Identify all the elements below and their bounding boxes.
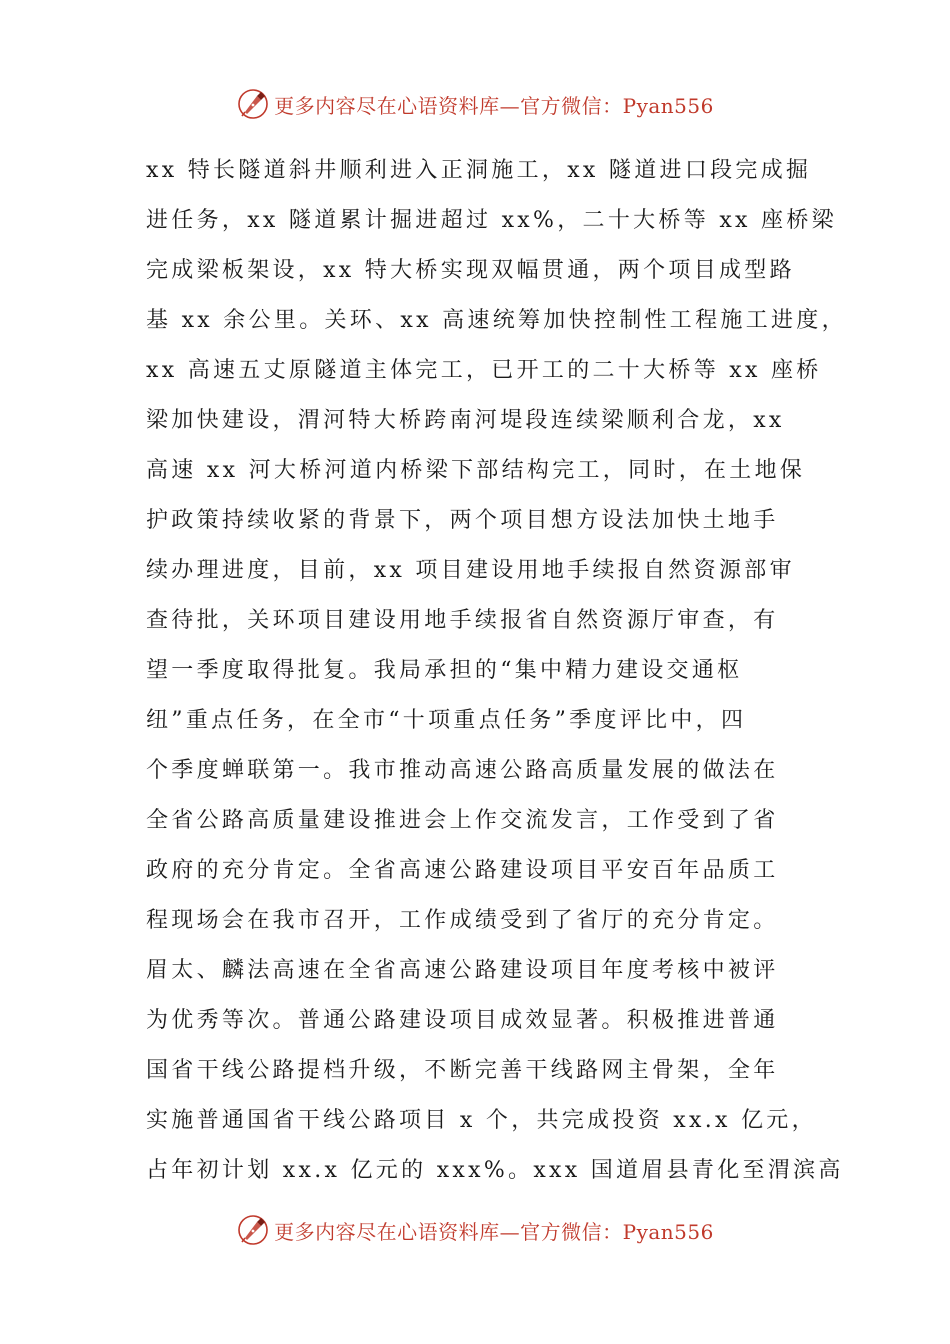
body-line: 进任务，xx 隧道累计掘进超过 xx%，二十大桥等 xx 座桥梁 [146,208,837,233]
body-line: xx 高速五丈原隧道主体完工，已开工的二十大桥等 xx 座桥 [146,358,822,383]
body-line: 高速 xx 河大桥河道内桥梁下部结构完工，同时，在土地保 [146,458,806,483]
body-line: 望一季度取得批复。我局承担的“集中精力建设交通枢 [146,658,743,683]
body-line: 护政策持续收紧的背景下，两个项目想方设法加快土地手 [146,508,779,533]
body-line: 续办理进度，目前，xx 项目建设用地手续报自然资源部审 [146,558,795,583]
body-line: 梁加快建设，渭河特大桥跨南河堤段连续梁顺利合龙，xx [146,408,785,433]
document-body [146,146,847,1196]
header-banner-text: 更多内容尽在心语资料库—官方微信：Pyan556 [274,93,714,118]
body-line: 完成梁板架设，xx 特大桥实现双幅贯通，两个项目成型路 [146,258,795,283]
body-line: 为优秀等次。普通公路建设项目成效显著。积极推进普通 [146,1008,779,1033]
body-line: 程现场会在我市召开，工作成绩受到了省厅的充分肯定。 [146,908,779,933]
footer-banner-text: 更多内容尽在心语资料库—官方微信：Pyan556 [274,1219,714,1244]
body-line: 国省干线公路提档升级，不断完善干线路网主骨架，全年 [146,1058,779,1083]
footer-banner [0,1210,950,1250]
body-line: 政府的充分肯定。全省高速公路建设项目平安百年品质工 [146,858,779,883]
pen-nib-logo-icon [236,87,270,121]
body-line: 实施普通国省干线公路项目 x 个，共完成投资 xx.x 亿元， [146,1108,817,1133]
pen-nib-logo-icon [236,1213,270,1247]
body-line: 个季度蝉联第一。我市推动高速公路高质量发展的做法在 [146,758,779,783]
body-line: 全省公路高质量建设推进会上作交流发言，工作受到了省 [146,808,779,833]
body-line: 纽”重点任务，在全市“十项重点任务”季度评比中，四 [146,708,747,733]
body-line: 基 xx 余公里。关环、xx 高速统筹加快控制性工程施工进度， [146,308,847,333]
body-line: 占年初计划 xx.x 亿元的 xxx%。xxx 国道眉县青化至渭滨高 [146,1158,844,1183]
body-line: 眉太、麟法高速在全省高速公路建设项目年度考核中被评 [146,958,779,983]
body-line: 查待批，关环项目建设用地手续报省自然资源厅审查，有 [146,608,779,633]
body-line: xx 特长隧道斜井顺利进入正洞施工，xx 隧道进口段完成掘 [146,158,812,183]
header-banner [0,84,950,124]
